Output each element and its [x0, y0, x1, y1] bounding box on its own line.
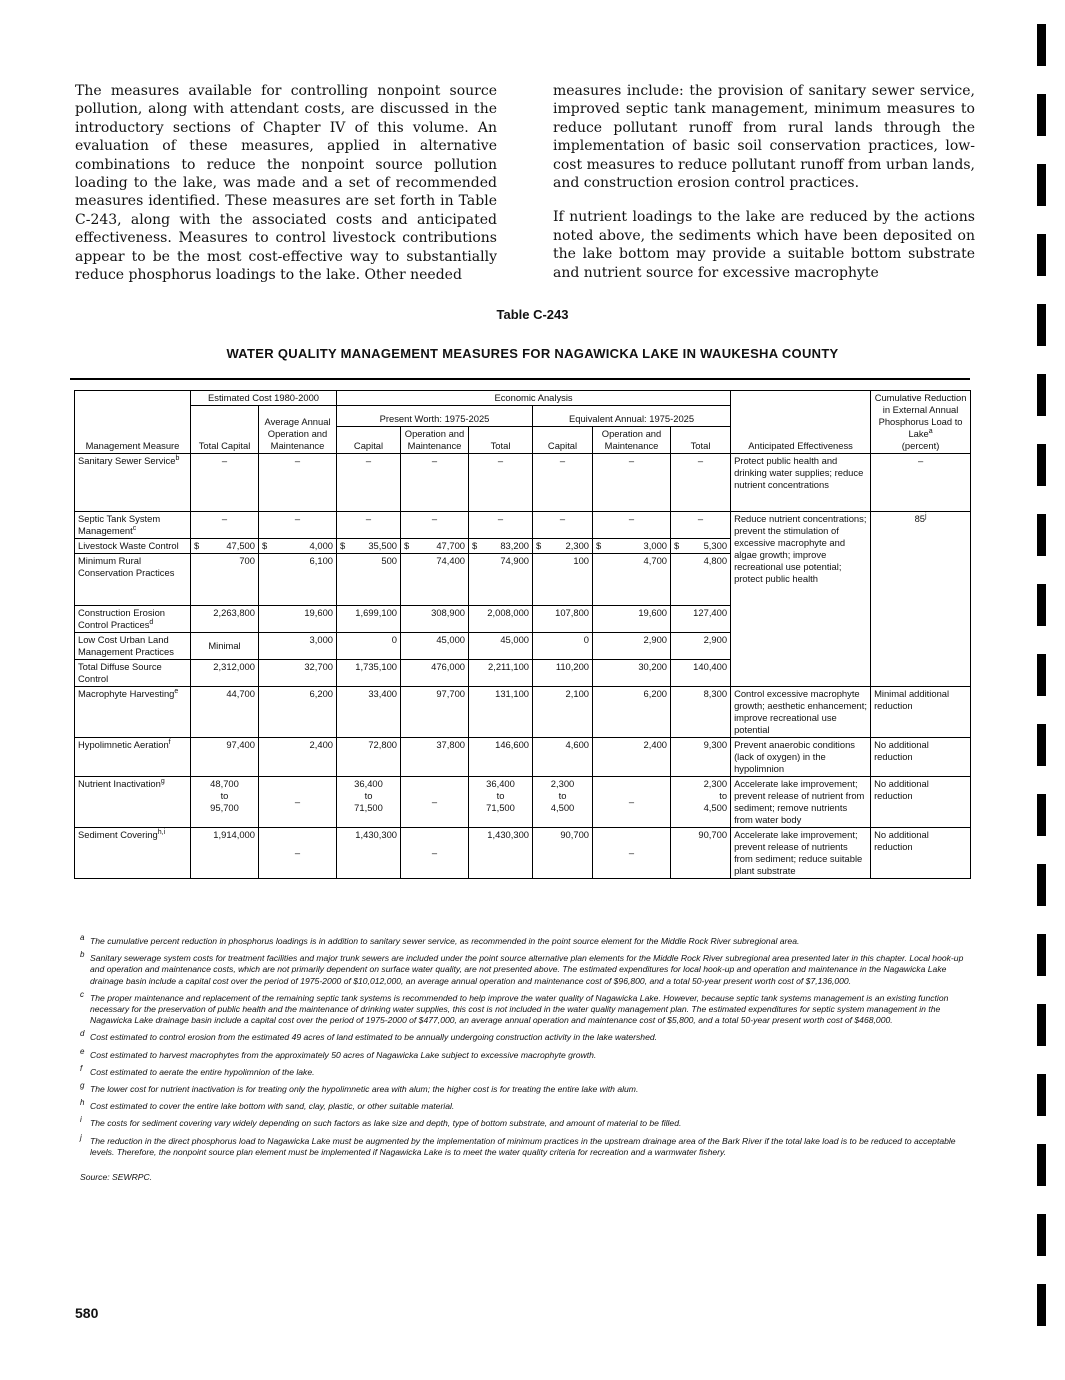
measure-name: Minimum Rural Conservation Practices: [75, 554, 191, 606]
measure-name: Livestock Waste Control: [75, 539, 191, 554]
header-om: Operation and Maintenance: [593, 427, 671, 454]
measure-name: Construction Erosion Control Practices$^d$: [75, 606, 191, 633]
footnote: f Cost estimated to aerate the entire hypolimnion of the lake.: [80, 1063, 315, 1077]
cumulative-reduction: No additional reduction: [871, 828, 971, 879]
header-estimated-cost: Estimated Cost 1980-2000: [191, 391, 337, 406]
header-total: Total: [469, 427, 533, 454]
header-measure: Management Measure: [75, 391, 191, 454]
measure-name: Septic Tank System Management$^c$: [75, 512, 191, 539]
footnote: g The lower cost for nutrient inactivation is for treating only the hypolimnetic area with alum; the higher cost is for treating the entire lake with alum.: [80, 1081, 639, 1095]
table-row: Septic Tank System Management$^c$ – – – – – – – – Reduce nutrient concentrations; prevent the stimulation of excessive macrophyte and algae growth; improve recreational use potential; protect public health 85$^j$: [75, 512, 971, 539]
table-row: Total Diffuse Source Control 2,312,000 32,700 1,735,100 476,000 2,211,100 110,200 30,200 140,400: [75, 660, 971, 687]
cumulative-reduction: No additional reduction: [871, 777, 971, 828]
body-column-right: [553, 82, 975, 300]
effectiveness: Accelerate lake improvement; prevent release of nutrient from sediment; remove nutrients from water body: [731, 777, 871, 828]
effectiveness: Control excessive macrophyte growth; aesthetic enhancement; improve recreational use potential: [731, 687, 871, 738]
measures-table: [74, 390, 971, 879]
header-equivalent-annual: Equivalent Annual: 1975-2025: [533, 406, 731, 427]
footnote: c The proper maintenance and replacement of the remaining septic tank systems is recommended to help improve the water quality of Nagawicka Lake. However, because septic tank systems management is an existing function necessary for the preservation of public health and the maintenance of drinking water supplies, this cost is not included in the water quality management plan. The estimated expenditures for septic system management in the Nagawicka Lake drainage basin include a capital cost over the period of 1975-2000 of $477,000, an average annual operation and maintenance cost of $5,800, and a total 50-year present worth cost of $468,000.: [80, 989, 949, 1026]
header-economic-analysis: Economic Analysis: [337, 391, 731, 406]
registration-marks: [1037, 24, 1051, 1354]
footnotes: [80, 933, 970, 1183]
cumulative-reduction: No additional reduction: [871, 738, 971, 777]
effectiveness: Prevent anaerobic conditions (lack of oxygen) in the hypolimnion: [731, 738, 871, 777]
cumulative-reduction: 85$^j$: [871, 512, 971, 687]
measure-name: Sanitary Sewer Service$^b$: [75, 454, 191, 512]
header-om: Operation and Maintenance: [401, 427, 469, 454]
body-text: [75, 82, 975, 300]
footnote: b Sanitary sewerage system costs for treatment facilities and major trunk sewers are included under the point source alternative plan elements for the Middle Rock River subregional area presented later in this chapter. Local hook-up and operation and maintenance costs, which are not primarily dependent on surface water quality, are not presented above. The estimated expenditures for local hook-up and operation and maintenance in the Nagawicka Lake drainage basin include a capital cost over the period of 1975-2000 of $10,012,000, an average annual operation and maintenance cost of $96,800, and a total 50-year present worth cost of $7,136,000.: [80, 950, 964, 986]
page-number: 580: [75, 1305, 99, 1321]
footnote: d Cost estimated to control erosion from the estimated 49 acres of land estimated to be annually undergoing construction activity in the lake watershed.: [80, 1029, 658, 1043]
header-total-capital: Total Capital: [191, 406, 259, 454]
measure-name: Macrophyte Harvesting$^e$: [75, 687, 191, 738]
table-row: Minimum Rural Conservation Practices 700 6,100 500 74,400 74,900 100 4,700 4,800: [75, 554, 971, 606]
footnote: i The costs for sediment covering vary widely depending on such factors as lake size and depth, type of bottom substrate, and amount of material to be filled.: [80, 1115, 682, 1129]
table-title: WATER QUALITY MANAGEMENT MEASURES FOR NAGAWICKA LAKE IN WAUKESHA COUNTY: [226, 346, 839, 361]
table-row: Livestock Waste Control $ 47,500 $ 4,000 $ 35,500 $ 47,700 $ 83,200 $ 2,300 $ 3,000 $ 5,300: [75, 539, 971, 554]
measure-name: Low Cost Urban Land Management Practices: [75, 633, 191, 660]
header-present-worth: Present Worth: 1975-2025: [337, 406, 533, 427]
footnote: h Cost estimated to cover the entire lake bottom with sand, clay, plastic, or other suitable material.: [80, 1098, 455, 1112]
source-note: Source: SEWRPC.: [80, 1172, 153, 1183]
measure-name: Sediment Covering$^{h,i}$: [75, 828, 191, 879]
header-avg-annual-om: Average Annual Operation and Maintenance: [259, 406, 337, 454]
body-column-left: [75, 82, 497, 300]
footnote: e Cost estimated to harvest macrophytes from the approximately 50 acres of Nagawicka Lake subject to excessive macrophyte growth.: [80, 1046, 597, 1060]
table-row: Hypolimnetic Aeration$^f$ 97,400 2,400 72,800 37,800 146,600 4,600 2,400 9,300 Prevent anaerobic conditions (lack of oxygen) in the hypolimnion No additional reduction: [75, 738, 971, 777]
footnote: j The reduction in the direct phosphorus load to Nagawicka Lake must be augmented by the implementation of minimum practices in the upstream drainage area of the Bark River if the total lake load is to be reduced to acceptable levels. Therefore, the nonpoint source plan element must be implemented if Nagawicka Lake is to meet the water quality criteria for recreation and a warmwater fishery.: [80, 1132, 956, 1157]
effectiveness: Protect public health and drinking water supplies; reduce nutrient concentrations: [731, 454, 871, 512]
table-row: Macrophyte Harvesting$^e$ 44,700 6,200 33,400 97,700 131,100 2,100 6,200 8,300 Control excessive macrophyte growth; aesthetic enhancement; improve recreational use potential Minimal additional reduction: [75, 687, 971, 738]
effectiveness: Reduce nutrient concentrations; prevent the stimulation of excessive macrophyte and algae growth; improve recreational use potential; protect public health: [731, 512, 871, 687]
table-row: Nutrient Inactivation$^g$ 48,700 to 95,700 – 36,400 to 71,500 – 36,400 to 71,500 2,300 to 4,500 – 2,300 to 4,500 Accelerate lake improvement; prevent release of nutrient from sediment; remove nutrients from water body No additional reduction: [75, 777, 971, 828]
paragraph: The measures available for controlling nonpoint source pollution, along with attendant costs, are discussed in the introductory sections of Chapter IV of this volume. An evaluation of these measures, applied in alternative combinations to reduce the nonpoint source pollution loading to the lake, was made and a set of recommended measures identified. These measures are set forth in Table C-243, along with the associated costs and anticipated effectiveness. Measures to control livestock contributions appear to be the most cost-effective way to substantially reduce phosphorus loadings to the lake. Other needed: [75, 83, 497, 284]
effectiveness: Accelerate lake improvement; prevent release of nutrients from sediment; reduce suitable plant substrate: [731, 828, 871, 879]
measure-name: Total Diffuse Source Control: [75, 660, 191, 687]
table-row: Sanitary Sewer Service$^b$ – – – – – – – – Protect public health and drinking water supplies; reduce nutrient concentrations –: [75, 454, 971, 512]
table-row: Construction Erosion Control Practices$^d$ 2,263,800 19,600 1,699,100 308,900 2,008,000 107,800 19,600 127,400: [75, 606, 971, 633]
header-capital: Capital: [337, 427, 401, 454]
measure-name: Hypolimnetic Aeration$^f$: [75, 738, 191, 777]
measure-name: Nutrient Inactivation$^g$: [75, 777, 191, 828]
table-row: Sediment Covering$^{h,i}$ 1,914,000 – 1,430,300 – 1,430,300 90,700 – 90,700 Accelerate lake improvement; prevent release of nutrients from sediment; reduce suitable plant substrate No additional reduction: [75, 828, 971, 879]
table-number: Table C-243: [496, 307, 569, 322]
paragraph: If nutrient loadings to the lake are reduced by the actions noted above, the sediments which have been deposited on the lake bottom may provide a suitable bottom substrate and nutrient source for excessive macrophyte: [553, 209, 975, 281]
header-capital: Capital: [533, 427, 593, 454]
footnote: a The cumulative percent reduction in phosphorus loadings is in addition to sanitary sewer service, as recommended in the point source element for the Middle Rock River subregional area.: [80, 933, 800, 946]
header-cumulative: Cumulative Reduction in External Annual Phosphorus Load to Lake$^a$ (percent): [871, 391, 971, 454]
paragraph: measures include: the provision of sanitary sewer service, improved septic tank management, minimum measures to reduce pollutant runoff from rural lands through the implementation of basic soil conservation practices, low-cost measures to reduce pollutant runoff from urban lands, and construction erosion control practices.: [553, 83, 975, 192]
header-total: Total: [671, 427, 731, 454]
table-row: Low Cost Urban Land Management Practices Minimal 3,000 0 45,000 45,000 0 2,900 2,900: [75, 633, 971, 660]
header-effectiveness: Anticipated Effectiveness: [731, 391, 871, 454]
divider: [70, 378, 970, 380]
cumulative-reduction: Minimal additional reduction: [871, 687, 971, 738]
